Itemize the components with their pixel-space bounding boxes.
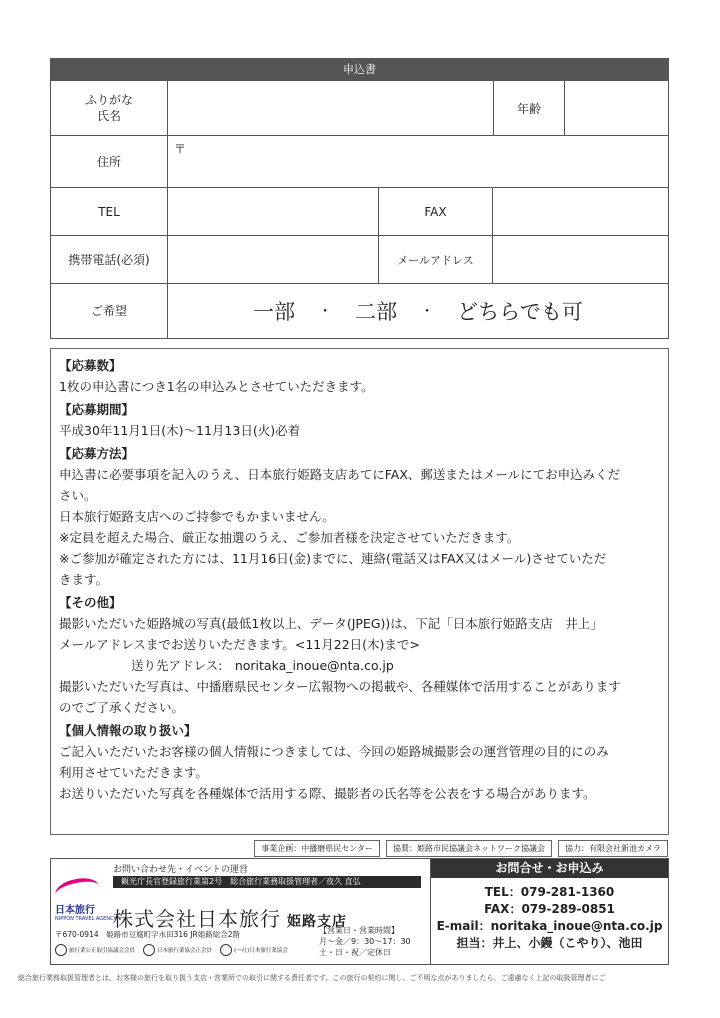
- name-row: [51, 80, 668, 135]
- info-text: 申込書に必要事項を記入のうえ、日本旅行姫路支店あてにFAX、郵送またはメールにてお申込みくだ: [59, 467, 621, 482]
- hours-closed: 土・日・祝／定休日: [319, 948, 391, 957]
- name-field[interactable]: [167, 81, 493, 135]
- membership-badges: [55, 944, 288, 956]
- mobile-label: 携帯電話(必須): [68, 252, 150, 267]
- option-either[interactable]: どちらでも可: [457, 300, 583, 324]
- address-field[interactable]: [167, 136, 668, 187]
- company-address: 〒670-0914 姫路市豆腐町字水田316 JR姫路総合2階: [55, 930, 241, 939]
- heading-privacy: 【個人情報の取り扱い】: [59, 723, 197, 738]
- separator: ・: [318, 304, 333, 320]
- name-label: 氏名: [96, 109, 121, 123]
- option-part2[interactable]: 二部: [355, 300, 398, 324]
- bottom-note: 総合旅行業務取扱管理者とは、お客様の旅行を取り扱う支店・営業所での取引に関する責任者です。この旅行の契約に関し、ご不明な点がありましたら、ご遠慮なく上記の取扱管理者にご: [18, 974, 606, 982]
- logo-text: 日本旅行: [55, 905, 95, 916]
- info-text: メールアドレスまでお送りいただきます。<11月22日(木)まで>: [59, 637, 420, 652]
- company-info: [51, 859, 431, 964]
- info-text: 日本旅行姫路支店へのご持参でもかまいません。: [59, 509, 335, 524]
- address-row: [51, 135, 668, 187]
- preference-label: ご希望: [90, 304, 127, 318]
- contact-box: [430, 859, 668, 964]
- company-name: [113, 903, 347, 932]
- info-text: 平成30年11月1日(木)～11月13日(火)必着: [59, 423, 301, 438]
- info-text: 1枚の申込書につき1名の申込みとさせていただきます。: [59, 379, 374, 394]
- company-logo: [55, 879, 117, 922]
- address-label: 住所: [96, 154, 121, 169]
- badge-icon: [55, 944, 67, 956]
- info-text: さい。: [59, 488, 97, 503]
- contact-fax: FAX：079-289-0851: [484, 902, 615, 916]
- registration-bar: 観光庁長官登録旅行業第2号 総合旅行業務取扱管理者／夜久 直弘: [113, 876, 421, 888]
- contact-tel[interactable]: TEL：079-281-1360: [484, 885, 615, 899]
- phone-row: [51, 187, 668, 235]
- heading-method: 【応募方法】: [59, 446, 135, 461]
- mobile-row: [51, 235, 668, 283]
- form-title: 申込書: [51, 59, 668, 80]
- inquiry-label: お問い合わせ先・イベントの運営: [113, 865, 249, 875]
- footer: [50, 858, 669, 965]
- company-name-text: 株式会社日本旅行: [113, 907, 281, 931]
- separator: ・: [420, 304, 435, 320]
- email-field[interactable]: [492, 236, 668, 283]
- membership-badge: (一社)日本旅行業協会: [220, 944, 288, 956]
- contact-title: お問合せ・お申込み: [431, 859, 668, 878]
- option-part1[interactable]: 一部: [253, 300, 296, 324]
- heading-applicants: 【応募数】: [59, 358, 122, 373]
- preference-options: [167, 284, 668, 338]
- info-text: ※ご参加が確定された方には、11月16日(金)までに、連絡(電話又はFAX又はメール)させていただ: [59, 551, 607, 566]
- mobile-field[interactable]: [167, 236, 378, 283]
- branch-name: 姫路支店: [287, 914, 347, 930]
- credit-cooperation: 協力：有限会社新池カメラ: [558, 840, 668, 857]
- logo-subtext: NIPPON TRAVEL AGENCY: [55, 916, 117, 922]
- age-field[interactable]: [564, 81, 668, 135]
- fax-field[interactable]: [492, 188, 668, 235]
- send-address: 送り先アドレス: noritaka_inoue@nta.co.jp: [131, 658, 394, 673]
- info-text: 利用させていただきます。: [59, 765, 209, 780]
- business-hours: [319, 925, 411, 958]
- furigana-label: ふりがな: [84, 93, 133, 107]
- info-text: ご記入いただいたお客様の個人情報につきましては、今回の姫路城撮影会の運営管理の目的にのみ: [59, 744, 609, 759]
- application-form: [50, 58, 669, 339]
- membership-badge: 旅行業公正取引協議会会員: [55, 944, 135, 956]
- info-text: 撮影いただいた写真は、中播磨県民センター広報物への掲載や、各種媒体で活用することがあります: [59, 679, 621, 694]
- credits: [254, 840, 668, 857]
- tel-label: TEL: [98, 204, 120, 219]
- tel-field[interactable]: [167, 188, 378, 235]
- credit-sponsor: 協賛：姫路市民協議会ネットワーク協議会: [386, 840, 552, 857]
- postal-mark: 〒: [174, 142, 187, 156]
- contact-person: 担当：井上、小鏝（こやり）、池田: [456, 936, 643, 950]
- heading-period: 【応募期間】: [59, 402, 135, 417]
- membership-badge: 日本旅行業協会正会員: [143, 944, 212, 956]
- preference-row: [51, 283, 668, 338]
- info-text: きます。: [59, 572, 109, 587]
- info-text: ※定員を超えた場合、厳正な抽選のうえ、ご参加者様を決定させていただきます。: [59, 530, 520, 545]
- contact-email[interactable]: E-mail：noritaka_inoue@nta.co.jp: [436, 919, 663, 933]
- info-text: のでご了承ください。: [59, 700, 185, 715]
- info-text: 撮影いただいた姫路城の写真(最低1枚以上、データ(JPEG))は、下記「日本旅行姫路支店 井上」: [59, 616, 603, 631]
- badge-icon: [143, 944, 155, 956]
- hours-weekday: 月～金／9：30～17：30: [319, 937, 411, 946]
- info-text: お送りいただいた写真を各種媒体で活用する際、撮影者の氏名等を公表をする場合があります。: [59, 786, 596, 801]
- info-box: [50, 348, 669, 835]
- fax-label: FAX: [378, 188, 492, 235]
- contact-details: [431, 878, 668, 952]
- badge-icon: [220, 944, 232, 956]
- heading-other: 【その他】: [59, 595, 122, 610]
- credit-planning: 事業企画：中播磨県民センター: [254, 840, 380, 857]
- hours-title: 【営業日・営業時間】: [319, 926, 399, 935]
- name-label-cell: [51, 81, 167, 135]
- age-label: 年齢: [493, 81, 564, 135]
- email-label: メールアドレス: [378, 236, 492, 283]
